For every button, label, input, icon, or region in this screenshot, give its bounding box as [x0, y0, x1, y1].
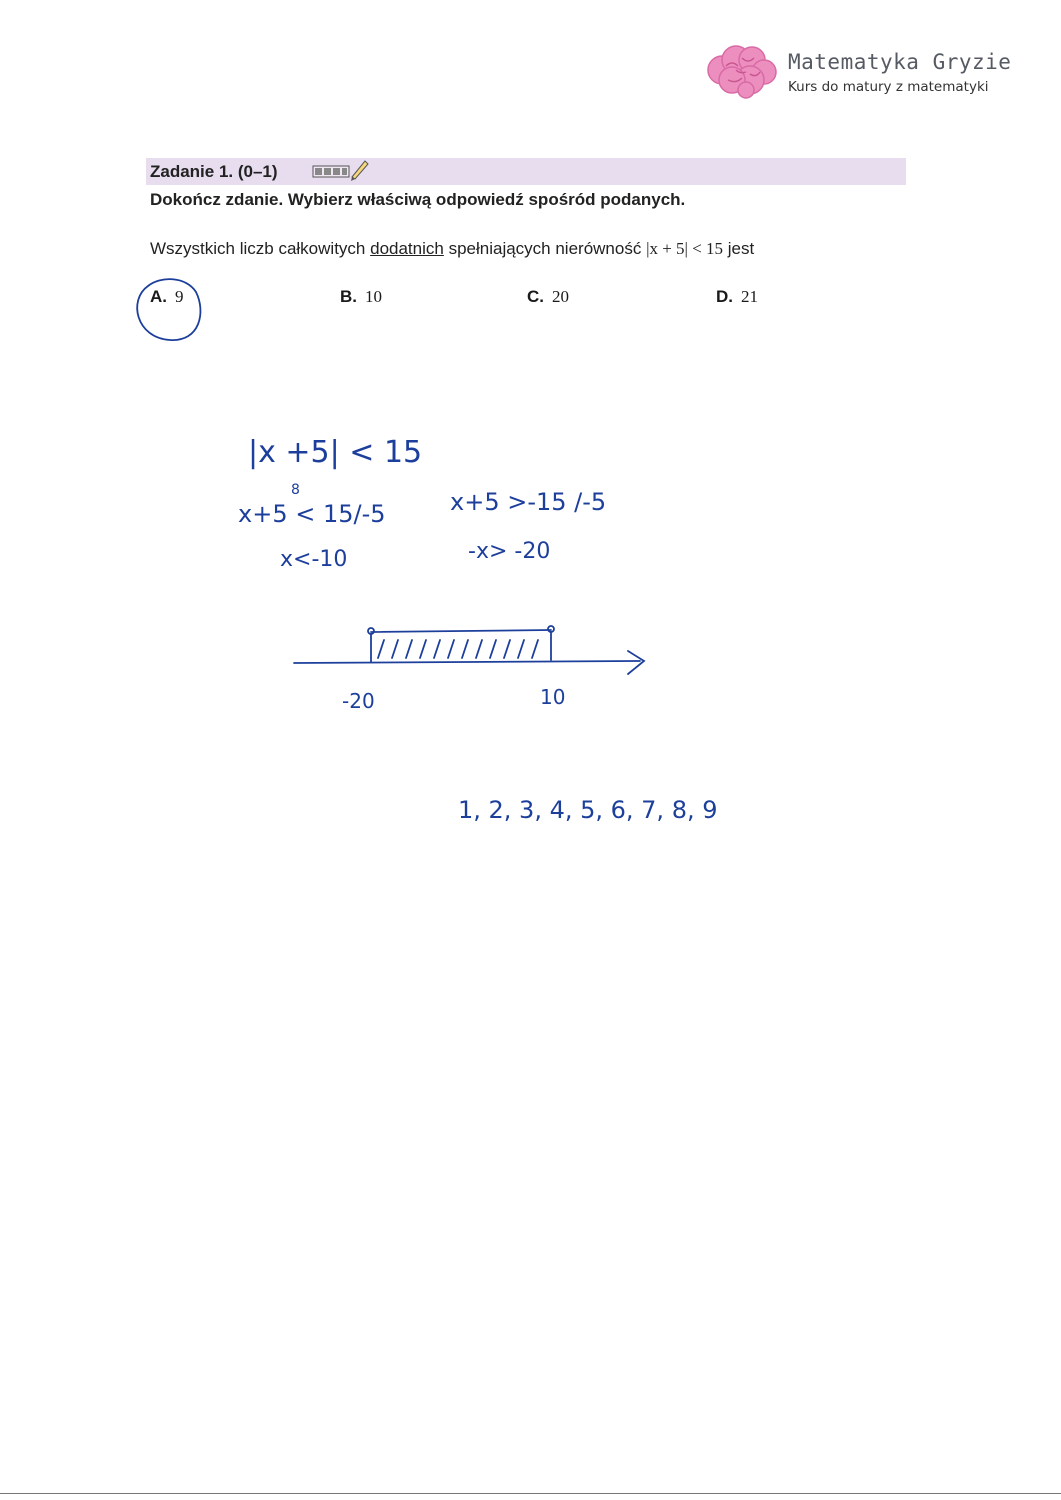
task-title: Zadanie 1. (0–1): [150, 162, 278, 181]
stem-inequality: |x + 5| < 15: [646, 239, 724, 258]
task-instruction: Dokończ zdanie. Wybierz właściwą odpowiedź spośród podanych.: [150, 190, 686, 209]
number-line-arrow: [628, 651, 644, 674]
option-a-value: 9: [175, 287, 184, 306]
option-d-label: D.: [716, 287, 733, 306]
option-a-label: A.: [150, 287, 167, 306]
interval-hatching: [378, 640, 538, 658]
number-line-label-left: -20: [342, 689, 375, 713]
stem-underlined: dodatnich: [370, 239, 444, 258]
stem-text-middle: spełniających nierówność: [443, 239, 647, 258]
option-b-label: B.: [340, 287, 357, 306]
option-c-value: 20: [552, 287, 569, 306]
hw-line2-left: x+5 < 15/-5: [238, 500, 386, 528]
hw-line2-left-note: 8: [291, 482, 300, 498]
answer-circle: [137, 279, 200, 340]
option-c-label: C.: [527, 287, 544, 306]
hw-line3-right: -x> -20: [468, 539, 551, 564]
hw-line2-right: x+5 >-15 /-5: [450, 488, 607, 516]
option-d-value: 21: [741, 287, 758, 306]
brand-tagline: Kurs do matury z matematyki: [788, 79, 989, 95]
hw-line1: |x +5| < 15: [248, 435, 423, 470]
stem-text-before: Wszystkich liczb całkowitych: [150, 239, 371, 258]
brand-name: Matematyka Gryzie: [788, 50, 1012, 74]
hw-solution-list: 1, 2, 3, 4, 5, 6, 7, 8, 9: [458, 796, 718, 824]
number-line-label-right: 10: [540, 685, 566, 709]
hw-line3-left: x<-10: [280, 547, 348, 572]
stem-text-after: jest: [723, 239, 755, 258]
page-bottom-edge: [0, 1493, 1061, 1494]
number-line-axis: [294, 661, 640, 663]
option-b-value: 10: [365, 287, 382, 306]
